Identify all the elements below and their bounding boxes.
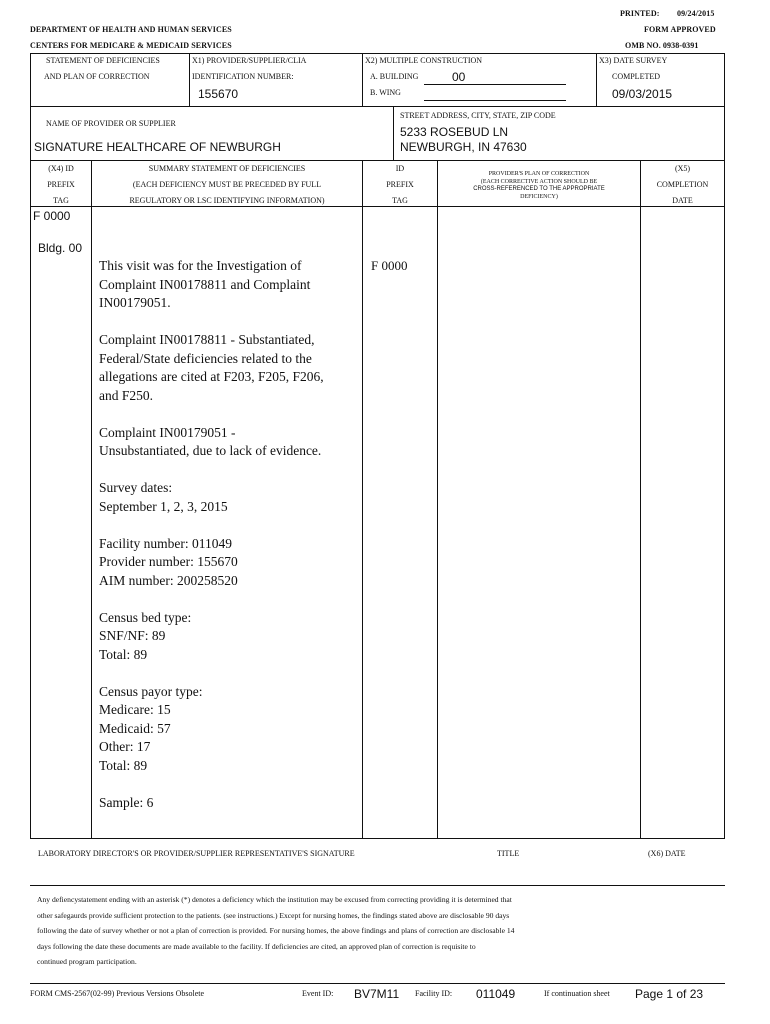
event-id-value: BV7M11 bbox=[354, 987, 400, 1001]
signature-rule bbox=[30, 885, 725, 886]
department-title: DEPARTMENT OF HEALTH AND HUMAN SERVICES bbox=[30, 25, 232, 34]
x6-date-label: (X6) DATE bbox=[648, 849, 686, 858]
divider-x2 bbox=[362, 53, 363, 106]
plan-label-2: (EACH CORRECTIVE ACTION SHOULD BE bbox=[480, 179, 598, 185]
para-survey-dates: Survey dates: September 1, 2, 3, 2015 bbox=[99, 480, 228, 514]
header-rule bbox=[30, 206, 725, 207]
disclaimer: Any defiencystatement ending with an asterisk (*) denotes a deficiency which the institution may be excused from correcting providing it is determined that other safegaurds provide sufficient protection to the patients. (see instructions.) Except for nursing homes, the findings stated above are disclosable 90 days following the date of survey whether or not a plan of correction is provided. For nursing homes, the above findings and plans of correction are disclosable 14 days following the date these documents are made available to the facility. If deficiencies are cited, an approved plan of correction is requisite to continued program participation. bbox=[37, 895, 515, 966]
facility-id-label: Facility ID: bbox=[415, 989, 453, 998]
statement-label-1: STATEMENT OF DEFICIENCIES bbox=[46, 56, 160, 65]
centers-title: CENTERS FOR MEDICARE & MEDICAID SERVICES bbox=[30, 41, 232, 50]
grid-left-edge bbox=[30, 160, 31, 839]
event-id-label: Event ID: bbox=[302, 989, 334, 998]
para-census-bed: Census bed type: SNF/NF: 89 Total: 89 bbox=[99, 609, 192, 662]
divider-x3 bbox=[596, 53, 597, 106]
x2-label: X2) MULTIPLE CONSTRUCTION bbox=[365, 56, 483, 65]
provider-name-value: SIGNATURE HEALTHCARE OF NEWBURGH bbox=[34, 140, 281, 154]
form-approved: FORM APPROVED bbox=[644, 25, 716, 34]
printed-label: PRINTED: bbox=[620, 9, 660, 18]
x5-label-3: DATE bbox=[672, 196, 693, 205]
box-right-edge bbox=[724, 53, 725, 106]
facility-id-value: 011049 bbox=[476, 987, 516, 1001]
summary-label-3: REGULATORY OR LSC IDENTIFYING INFORMATION) bbox=[129, 196, 325, 205]
x1-label-1: X1) PROVIDER/SUPPLIER/CLIA bbox=[192, 56, 307, 65]
x4-label-3: TAG bbox=[53, 196, 69, 205]
grid-col-3 bbox=[437, 160, 438, 839]
deficiency-summary bbox=[99, 257, 361, 812]
provider-divider bbox=[393, 106, 394, 161]
x1-label-2: IDENTIFICATION NUMBER: bbox=[192, 72, 294, 81]
address-label: STREET ADDRESS, CITY, STATE, ZIP CODE bbox=[400, 111, 556, 120]
para-numbers: Facility number: 011049 Provider number: 155670 AIM number: 200258520 bbox=[99, 535, 238, 588]
provider-id-value: 155670 bbox=[198, 87, 239, 101]
continuation-label: If continuation sheet bbox=[544, 989, 610, 998]
top-rule bbox=[30, 53, 725, 54]
building-underline bbox=[424, 84, 566, 85]
row1-rule bbox=[30, 106, 725, 107]
wing-label: B. WING bbox=[370, 88, 401, 97]
x5-label-1: (X5) bbox=[674, 164, 691, 173]
director-signature-label: LABORATORY DIRECTOR'S OR PROVIDER/SUPPLIER REPRESENTATIVE'S SIGNATURE bbox=[38, 849, 355, 858]
statement-label-2: AND PLAN OF CORRECTION bbox=[44, 72, 150, 81]
provider-name-label: NAME OF PROVIDER OR SUPPLIER bbox=[46, 119, 176, 128]
id-label-3: TAG bbox=[392, 196, 408, 205]
para-complaint-2: Complaint IN00179051 - Unsubstantiated, due to lack of evidence. bbox=[99, 424, 322, 458]
title-label: TITLE bbox=[497, 849, 520, 858]
footer-rule bbox=[30, 983, 725, 984]
id-label-2: PREFIX bbox=[386, 180, 414, 189]
grid-col-1 bbox=[91, 160, 92, 839]
para-sample: Sample: 6 bbox=[99, 794, 154, 810]
omb-number: OMB NO. 0938-0391 bbox=[625, 41, 699, 50]
provider-right-edge bbox=[724, 106, 725, 161]
page-number: Page 1 of 23 bbox=[635, 987, 704, 1001]
para-complaint-1: Complaint IN00178811 - Substantiated, Federal/State deficiencies related to the allegations are cited at F203, F205, F206, and F250. bbox=[99, 332, 324, 403]
x4-label-1: (X4) ID bbox=[48, 164, 74, 173]
grid-col-4 bbox=[640, 160, 641, 839]
plan-label-1: PROVIDER'S PLAN OF CORRECTION bbox=[488, 171, 590, 177]
address-line-2: NEWBURGH, IN 47630 bbox=[400, 140, 527, 154]
id-prefix-tag: F 0000 bbox=[371, 258, 408, 273]
building-tag: Bldg. 00 bbox=[38, 241, 83, 255]
survey-date-value: 09/03/2015 bbox=[612, 87, 673, 101]
provider-rule bbox=[30, 160, 725, 161]
address-line-1: 5233 ROSEBUD LN bbox=[400, 125, 509, 139]
form-number: FORM CMS-2567(02-99) Previous Versions Obsolete bbox=[30, 989, 205, 998]
grid-bottom-rule bbox=[30, 838, 725, 839]
x4-label-2: PREFIX bbox=[47, 180, 75, 189]
id-label-1: ID bbox=[395, 164, 405, 173]
plan-label-4: DEFICIENCY) bbox=[520, 194, 558, 200]
printed-date: 09/24/2015 bbox=[677, 9, 715, 18]
grid-right-edge bbox=[724, 160, 725, 839]
building-value: 00 bbox=[452, 70, 466, 84]
grid-col-2 bbox=[362, 160, 363, 839]
x3-label-1: X3) DATE SURVEY bbox=[599, 56, 668, 65]
plan-label-3: CROSS-REFERENCED TO THE APPROPRIATE bbox=[473, 186, 605, 192]
wing-underline bbox=[424, 100, 566, 101]
divider-x1 bbox=[189, 53, 190, 106]
prefix-tag: F 0000 bbox=[33, 209, 71, 223]
building-label: A. BUILDING bbox=[370, 72, 419, 81]
x5-label-2: COMPLETION bbox=[656, 180, 709, 189]
box-left-edge bbox=[30, 53, 31, 106]
x3-label-2: COMPLETED bbox=[612, 72, 660, 81]
para-census-payor: Census payor type: Medicare: 15 Medicaid: 57 Other: 17 Total: 89 bbox=[99, 683, 203, 773]
summary-label-1: SUMMARY STATEMENT OF DEFICIENCIES bbox=[148, 164, 306, 173]
provider-left-edge bbox=[30, 106, 31, 161]
summary-label-2: (EACH DEFICIENCY MUST BE PRECEDED BY FULL bbox=[132, 180, 322, 189]
para-visit: This visit was for the Investigation of Complaint IN00178811 and Complaint IN00179051. bbox=[99, 258, 311, 310]
